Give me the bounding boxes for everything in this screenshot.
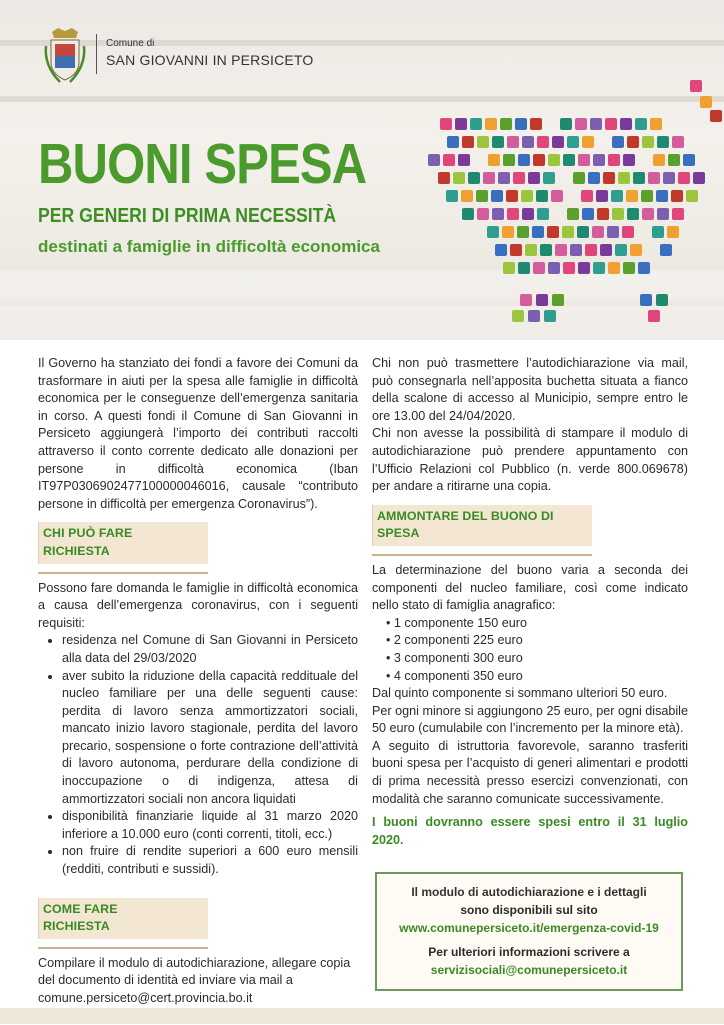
shopping-icon [671,190,683,202]
shopping-icon [528,172,540,184]
shopping-icon [581,190,593,202]
section-header [372,496,592,556]
shopping-icon [620,118,632,130]
right-column [372,355,688,849]
requisiti-list [38,632,358,878]
shopping-icon [492,136,504,148]
section-title-ammontare: AMMONTARE DEL BUONO DI SPESA [372,505,592,546]
shopping-icon [618,172,630,184]
comune-name: SAN GIOVANNI IN PERSICETO [106,52,314,68]
shopping-icon [653,154,665,166]
shopping-icon [547,226,559,238]
info-line: sono disponibili sul sito [460,903,598,917]
section-header [38,889,208,949]
shopping-icon [491,190,503,202]
shopping-icon [485,118,497,130]
shopping-icon [657,136,669,148]
shopping-icon [462,136,474,148]
shopping-icon [582,208,594,220]
shopping-icon [477,136,489,148]
shopping-icon [640,294,652,306]
shopping-icon [652,226,664,238]
shopping-icon [605,118,617,130]
shopping-icon [563,262,575,274]
page-tagline: destinati a famiglie in difficoltà economica [38,237,380,256]
page-subtitle: PER GENERI DI PRIMA NECESSITÀ [38,204,337,227]
shopping-icon [668,154,680,166]
shopping-icon [533,262,545,274]
appuntamento-paragraph: Chi non avesse la possibilità di stampare il modulo di autodichiarazione può prendere appuntamento con l’Ufficio Relazioni col Pubblico (n. verde 800.069678) per andare a ritirarne una copia. [372,426,688,494]
quinto-componente-text: Dal quinto componente si sommano ulteriori 50 euro. [372,686,668,701]
scadenza-text: I buoni dovranno essere spesi entro il 31 luglio 2020. [372,815,688,847]
list-item: • aver subito la riduzione della capacità reddituale del nucleo familiare per una delle seguenti cause: perdita di lavoro senza ammortizzatori sociali, mancato inizio lavoro stagionale, perdita del lavoro precario, sospensione o forte contrazione dell’attività di lavoro autonoma, perdurare della condizione di inoccupazione o di indigenza, attesa di ammortizzatori sociali non ancora liquidati [62,668,358,809]
section-header [38,513,208,573]
shopping-icon [657,208,669,220]
shopping-icon [510,244,522,256]
shopping-icon [461,190,473,202]
shopping-icon [567,136,579,148]
shopping-icon [660,244,672,256]
shopping-icon [446,190,458,202]
shopping-icon [562,226,574,238]
shopping-icon [492,208,504,220]
shopping-icon [700,96,712,108]
shopping-icon [552,294,564,306]
shopping-icon [582,136,594,148]
shopping-icon [506,190,518,202]
shopping-icon [551,190,563,202]
list-item: • non fruire di rendite superiori a 600 euro mensili (redditi, contributi e sussidi). [62,843,358,878]
shopping-icon [567,208,579,220]
shopping-icon [642,208,654,220]
shopping-icon [502,226,514,238]
shopping-icon [575,118,587,130]
shopping-icon [476,190,488,202]
shopping-icon [518,154,530,166]
shopping-icon [515,118,527,130]
minori-disabili-text: Per ogni minore si aggiungono 25 euro, per ogni disabile 50 euro (cumulabile con l’incremento per la minore età). [372,703,688,736]
istruttoria-text: A seguito di istruttoria favorevole, saranno trasferiti buoni spesa per l’acquisto di generi alimentari e prodotti di prima necessità presso esercizi convenzionati, con modalità che saranno comunicate successivamente. [372,738,688,806]
shopping-icon [477,208,489,220]
shopping-icon [686,190,698,202]
info-box [375,872,683,991]
shopping-icon [570,244,582,256]
shopping-icon [590,118,602,130]
info-line: Il modulo di autodichiarazione e i dettagli [411,885,647,899]
shopping-icon [611,190,623,202]
shopping-icon [622,226,634,238]
shopping-icon [555,244,567,256]
shopping-icon [521,190,533,202]
shopping-icon [648,172,660,184]
shopping-icon [462,208,474,220]
shopping-icon [573,172,585,184]
shopping-icon [650,118,662,130]
shopping-icon [428,154,440,166]
shopping-icon [563,154,575,166]
shopping-icon [532,226,544,238]
section-title-chi-puo: CHI PUÒ FARE RICHIESTA [38,522,208,563]
shopping-icon [507,208,519,220]
requisiti-intro: Possono fare domanda le famiglie in difficoltà economica a causa dell’emergenza coronavirus, con i seguenti requisiti: [38,580,358,630]
shopping-icon [623,154,635,166]
shopping-icon [630,244,642,256]
shopping-icon [678,172,690,184]
shopping-icon [593,154,605,166]
email-link[interactable]: servizisociali@comunepersiceto.it [430,963,628,977]
shopping-icon [455,118,467,130]
shopping-icon [635,118,647,130]
ammontare-intro: La determinazione del buono varia a seconda dei componenti del nucleo familiare, così come indicato nello stato di famiglia anagrafico: [372,562,688,613]
shopping-icon [536,294,548,306]
shopping-icon [710,110,722,122]
shopping-icon [537,208,549,220]
shopping-icon [623,262,635,274]
page-title: BUONI SPESA [38,132,367,196]
shopping-icon [626,190,638,202]
shopping-icon [468,172,480,184]
shopping-icon [483,172,495,184]
shopping-icon [683,154,695,166]
shopping-icon [536,190,548,202]
shopping-icon [672,136,684,148]
shopping-icon [438,172,450,184]
shopping-icon [588,172,600,184]
shopping-icon [544,310,556,322]
shopping-icon [447,136,459,148]
shopping-icon [672,208,684,220]
shopping-icon [607,226,619,238]
list-item: • 2 componenti 225 euro [386,633,523,648]
shopping-icon [600,244,612,256]
info-line: Per ulteriori informazioni scrivere a [428,945,630,959]
shopping-icon [633,172,645,184]
shopping-icon [520,294,532,306]
shopping-icon [507,136,519,148]
shopping-icon [458,154,470,166]
shopping-icon [453,172,465,184]
shopping-icon [503,262,515,274]
shopping-icon [612,136,624,148]
shopping-icon [608,154,620,166]
shopping-icon [627,208,639,220]
shopping-icon [498,172,510,184]
shopping-icon [612,208,624,220]
shopping-icon [537,136,549,148]
shopping-icon [488,154,500,166]
website-link[interactable]: www.comunepersiceto.it/emergenza-covid-19 [399,921,659,935]
shopping-icon [690,80,702,92]
shopping-icon [512,310,524,322]
shopping-icon [603,172,615,184]
shopping-icon [495,244,507,256]
shopping-icon [663,172,675,184]
shopping-icon [597,208,609,220]
shopping-icon [533,154,545,166]
shopping-icon [578,154,590,166]
shopping-icon [522,208,534,220]
shopping-icon [577,226,589,238]
shopping-icons-cloud [0,0,724,340]
shopping-icon [548,262,560,274]
shopping-icon [443,154,455,166]
section-title-come-fare: COME FARE RICHIESTA [38,898,208,939]
importi-list [372,615,688,685]
consegna-paragraph: Chi non può trasmettere l’autodichiarazione via mail, può consegnarla nell’apposita buchetta situata a fianco della scalone di accesso al Municipio, sempre entro le ore 13.00 del 24/04/2020. [372,356,688,423]
intro-paragraph: Il Governo ha stanziato dei fondi a favore dei Comuni da trasformare in aiuti per la spesa alle famiglie in difficoltà economica per le conseguenze dell’emergenza sanitaria in corso. A questi fondi il Comune di San Giovanni in Persiceto aggiungerà l’importo dei contributi raccolti attraverso il conto corrente dedicato alle donazioni per persone in difficoltà economica (Iban IT97P0306902477100000046016, causale “contributo persone in difficoltà per emergenza Coronavirus”). [38,356,358,511]
shopping-icon [500,118,512,130]
hero-banner [0,0,724,340]
shopping-icon [470,118,482,130]
shopping-icon [548,154,560,166]
shopping-icon [522,136,534,148]
shopping-icon [667,226,679,238]
shopping-icon [525,244,537,256]
left-column [38,355,358,1025]
shopping-icon [528,310,540,322]
list-item: • 4 componenti 350 euro [386,668,523,683]
shopping-icon [530,118,542,130]
shopping-icon [440,118,452,130]
come-fare-text: Compilare il modulo di autodichiarazione, allegare copia del documento di identità ed inviare via mail a comune.persiceto@cert.provincia.bo.it [38,955,351,1005]
shopping-icon [656,190,668,202]
shopping-icon [592,226,604,238]
list-item: • disponibilità finanziarie liquide al 31 marzo 2020 inferiore a 10.000 euro (conti correnti, titoli, ecc.) [62,808,358,843]
shopping-icon [641,190,653,202]
shopping-icon [648,310,660,322]
shopping-icon [638,262,650,274]
bottom-band [0,1008,724,1024]
shopping-icon [608,262,620,274]
shopping-icon [487,226,499,238]
shopping-icon [543,172,555,184]
shopping-icon [585,244,597,256]
shopping-icon [642,136,654,148]
shopping-icon [540,244,552,256]
shopping-icon [513,172,525,184]
shopping-icon [593,262,605,274]
comune-label: Comune di [106,38,155,49]
shopping-icon [578,262,590,274]
list-item: • residenza nel Comune di San Giovanni in Persiceto alla data del 29/03/2020 [62,632,358,667]
shopping-icon [560,118,572,130]
shopping-icon [596,190,608,202]
shopping-icon [552,136,564,148]
shopping-icon [656,294,668,306]
shopping-icon [693,172,705,184]
shopping-icon [627,136,639,148]
list-item: • 1 componente 150 euro [386,615,527,630]
shopping-icon [503,154,515,166]
shopping-icon [517,226,529,238]
list-item: • 3 componenti 300 euro [386,650,523,665]
shopping-icon [518,262,530,274]
shopping-icon [615,244,627,256]
